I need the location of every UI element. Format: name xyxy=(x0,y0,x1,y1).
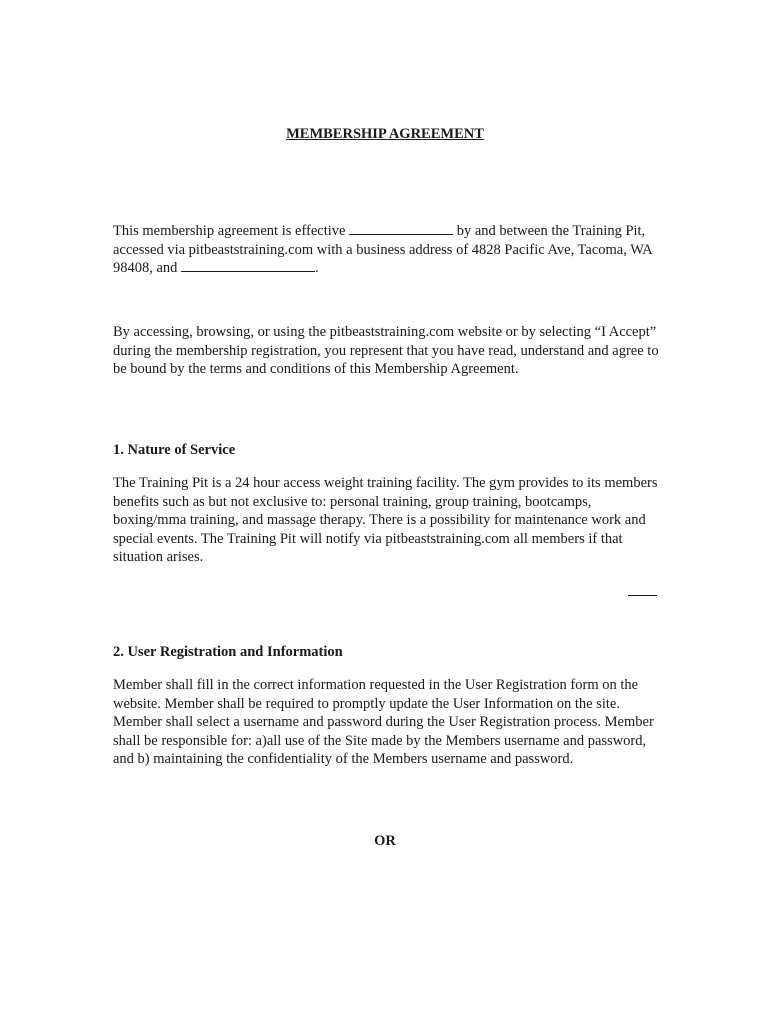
intro-paragraph xyxy=(113,222,663,278)
section-2-heading: 2. User Registration and Information xyxy=(113,644,343,660)
acceptance-paragraph: By accessing, browsing, or using the pitbeaststraining.com website or by selecting “I Accept” during the membership registration, you represent that you have read, understand and agree to be bound by the terms and conditions of this Membership Agreement. xyxy=(113,324,659,378)
section-2-body: Member shall fill in the correct information requested in the User Registration form on the website. Member shall be required to promptly update the User Information on the site. Member shall select a username and password during the User Registration process. Member shall be responsible for: a)all use of the Site made by the Members username and password, and b) maintaining the confidentiality of the Members username and password. xyxy=(113,677,654,768)
page-break-rule xyxy=(628,595,657,596)
section-1-heading: 1. Nature of Service xyxy=(113,442,236,458)
section-1-body: The Training Pit is a 24 hour access weight training facility. The gym provides to its members benefits such as but not exclusive to: personal training, group training, bootcamps, boxing/mma training, and massage therapy. There is a possibility for maintenance work and special events. The Training Pit will notify via pitbeaststraining.com all members if that situation arises. xyxy=(113,475,658,566)
effective-date-blank xyxy=(349,222,453,235)
intro-text-1: This membership agreement is effective xyxy=(113,223,350,239)
intro-text-3: . xyxy=(315,260,319,277)
document-title: MEMBERSHIP AGREEMENT xyxy=(286,126,484,142)
member-name-blank xyxy=(181,259,315,272)
or-separator: OR xyxy=(374,833,396,849)
intro-text-2: by and between the Training Pit, accessed via pitbeaststraining.com with a business address of 4828 Pacific Ave, Tacoma, WA 98408, and xyxy=(113,223,652,277)
